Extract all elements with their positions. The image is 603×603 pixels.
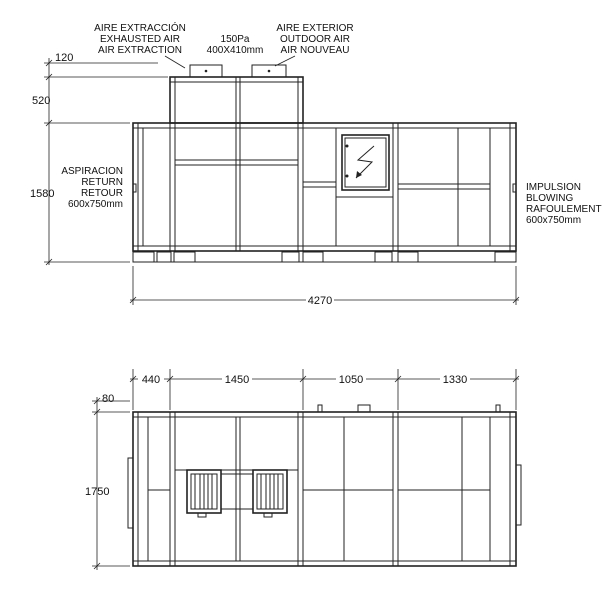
dim-1330-label: 1330 bbox=[442, 374, 468, 386]
base-foot bbox=[303, 252, 323, 262]
return-label-line2: RETURN bbox=[81, 177, 123, 188]
door-hinge-icon bbox=[346, 145, 349, 148]
supply-connection bbox=[513, 184, 516, 192]
dim-80-label: 80 bbox=[102, 393, 115, 405]
top-fitting bbox=[318, 405, 322, 412]
supply-size-label: 600x750mm bbox=[526, 215, 582, 226]
base-foot bbox=[133, 252, 154, 262]
dim-4270-label: 4270 bbox=[307, 295, 333, 307]
dim-520-label: 520 bbox=[32, 95, 51, 107]
exhaust-damper bbox=[187, 470, 221, 517]
dim-440-label: 440 bbox=[141, 374, 161, 386]
dim-1580-label: 1580 bbox=[30, 188, 55, 200]
outdoor-label-line3: AIR NOUVEAU bbox=[280, 45, 350, 56]
inspection-door-frame bbox=[345, 138, 386, 187]
return-connection bbox=[133, 184, 136, 192]
return-label-line3: RETOUR bbox=[80, 188, 123, 199]
return-size-label: 600x750mm bbox=[67, 199, 123, 210]
supply-label-line2: BLOWING bbox=[526, 193, 574, 204]
plan-casing bbox=[133, 412, 516, 566]
base-foot bbox=[375, 252, 392, 262]
exhaust-duct-mark bbox=[205, 70, 208, 73]
pressure-label-line1: 150Pa bbox=[220, 34, 250, 45]
base-foot bbox=[174, 252, 195, 262]
top-fitting bbox=[496, 405, 500, 412]
exhaust-leader-line bbox=[165, 56, 185, 68]
electrical-hazard-icon-arrow bbox=[356, 171, 362, 178]
door-hinge-icon bbox=[346, 175, 349, 178]
exhaust-label-line3: AIR EXTRACTION bbox=[98, 45, 182, 56]
supply-label-line1: IMPULSION bbox=[526, 182, 582, 193]
dim-1750-label: 1750 bbox=[85, 486, 110, 498]
inspection-door[interactable] bbox=[342, 135, 389, 190]
dim-1050-label: 1050 bbox=[338, 374, 364, 386]
exhaust-label-line2: EXHAUSTED AIR bbox=[99, 34, 181, 45]
top-fitting bbox=[358, 405, 370, 412]
outdoor-label-line1: AIRE EXTERIOR bbox=[276, 23, 354, 34]
base-foot bbox=[495, 252, 516, 262]
dim-1450-label: 1450 bbox=[224, 374, 250, 386]
outdoor-damper bbox=[253, 470, 287, 517]
base-foot bbox=[398, 252, 418, 262]
pressure-label-line2: 400X410mm bbox=[206, 45, 264, 56]
plan-view bbox=[85, 369, 521, 570]
elevation-view bbox=[30, 21, 602, 307]
damper-link bbox=[221, 474, 253, 509]
base-foot bbox=[282, 252, 299, 262]
supply-label-line3: RAFOULEMENT bbox=[526, 204, 602, 215]
exhaust-label-line1: AIRE EXTRACCIÓN bbox=[94, 23, 186, 34]
outdoor-duct-mark bbox=[268, 70, 271, 73]
outdoor-label-line2: OUTDOOR AIR bbox=[279, 34, 351, 45]
base-foot bbox=[157, 252, 171, 262]
dim-120-label: 120 bbox=[55, 52, 74, 64]
return-label-line1: ASPIRACION bbox=[61, 166, 123, 177]
